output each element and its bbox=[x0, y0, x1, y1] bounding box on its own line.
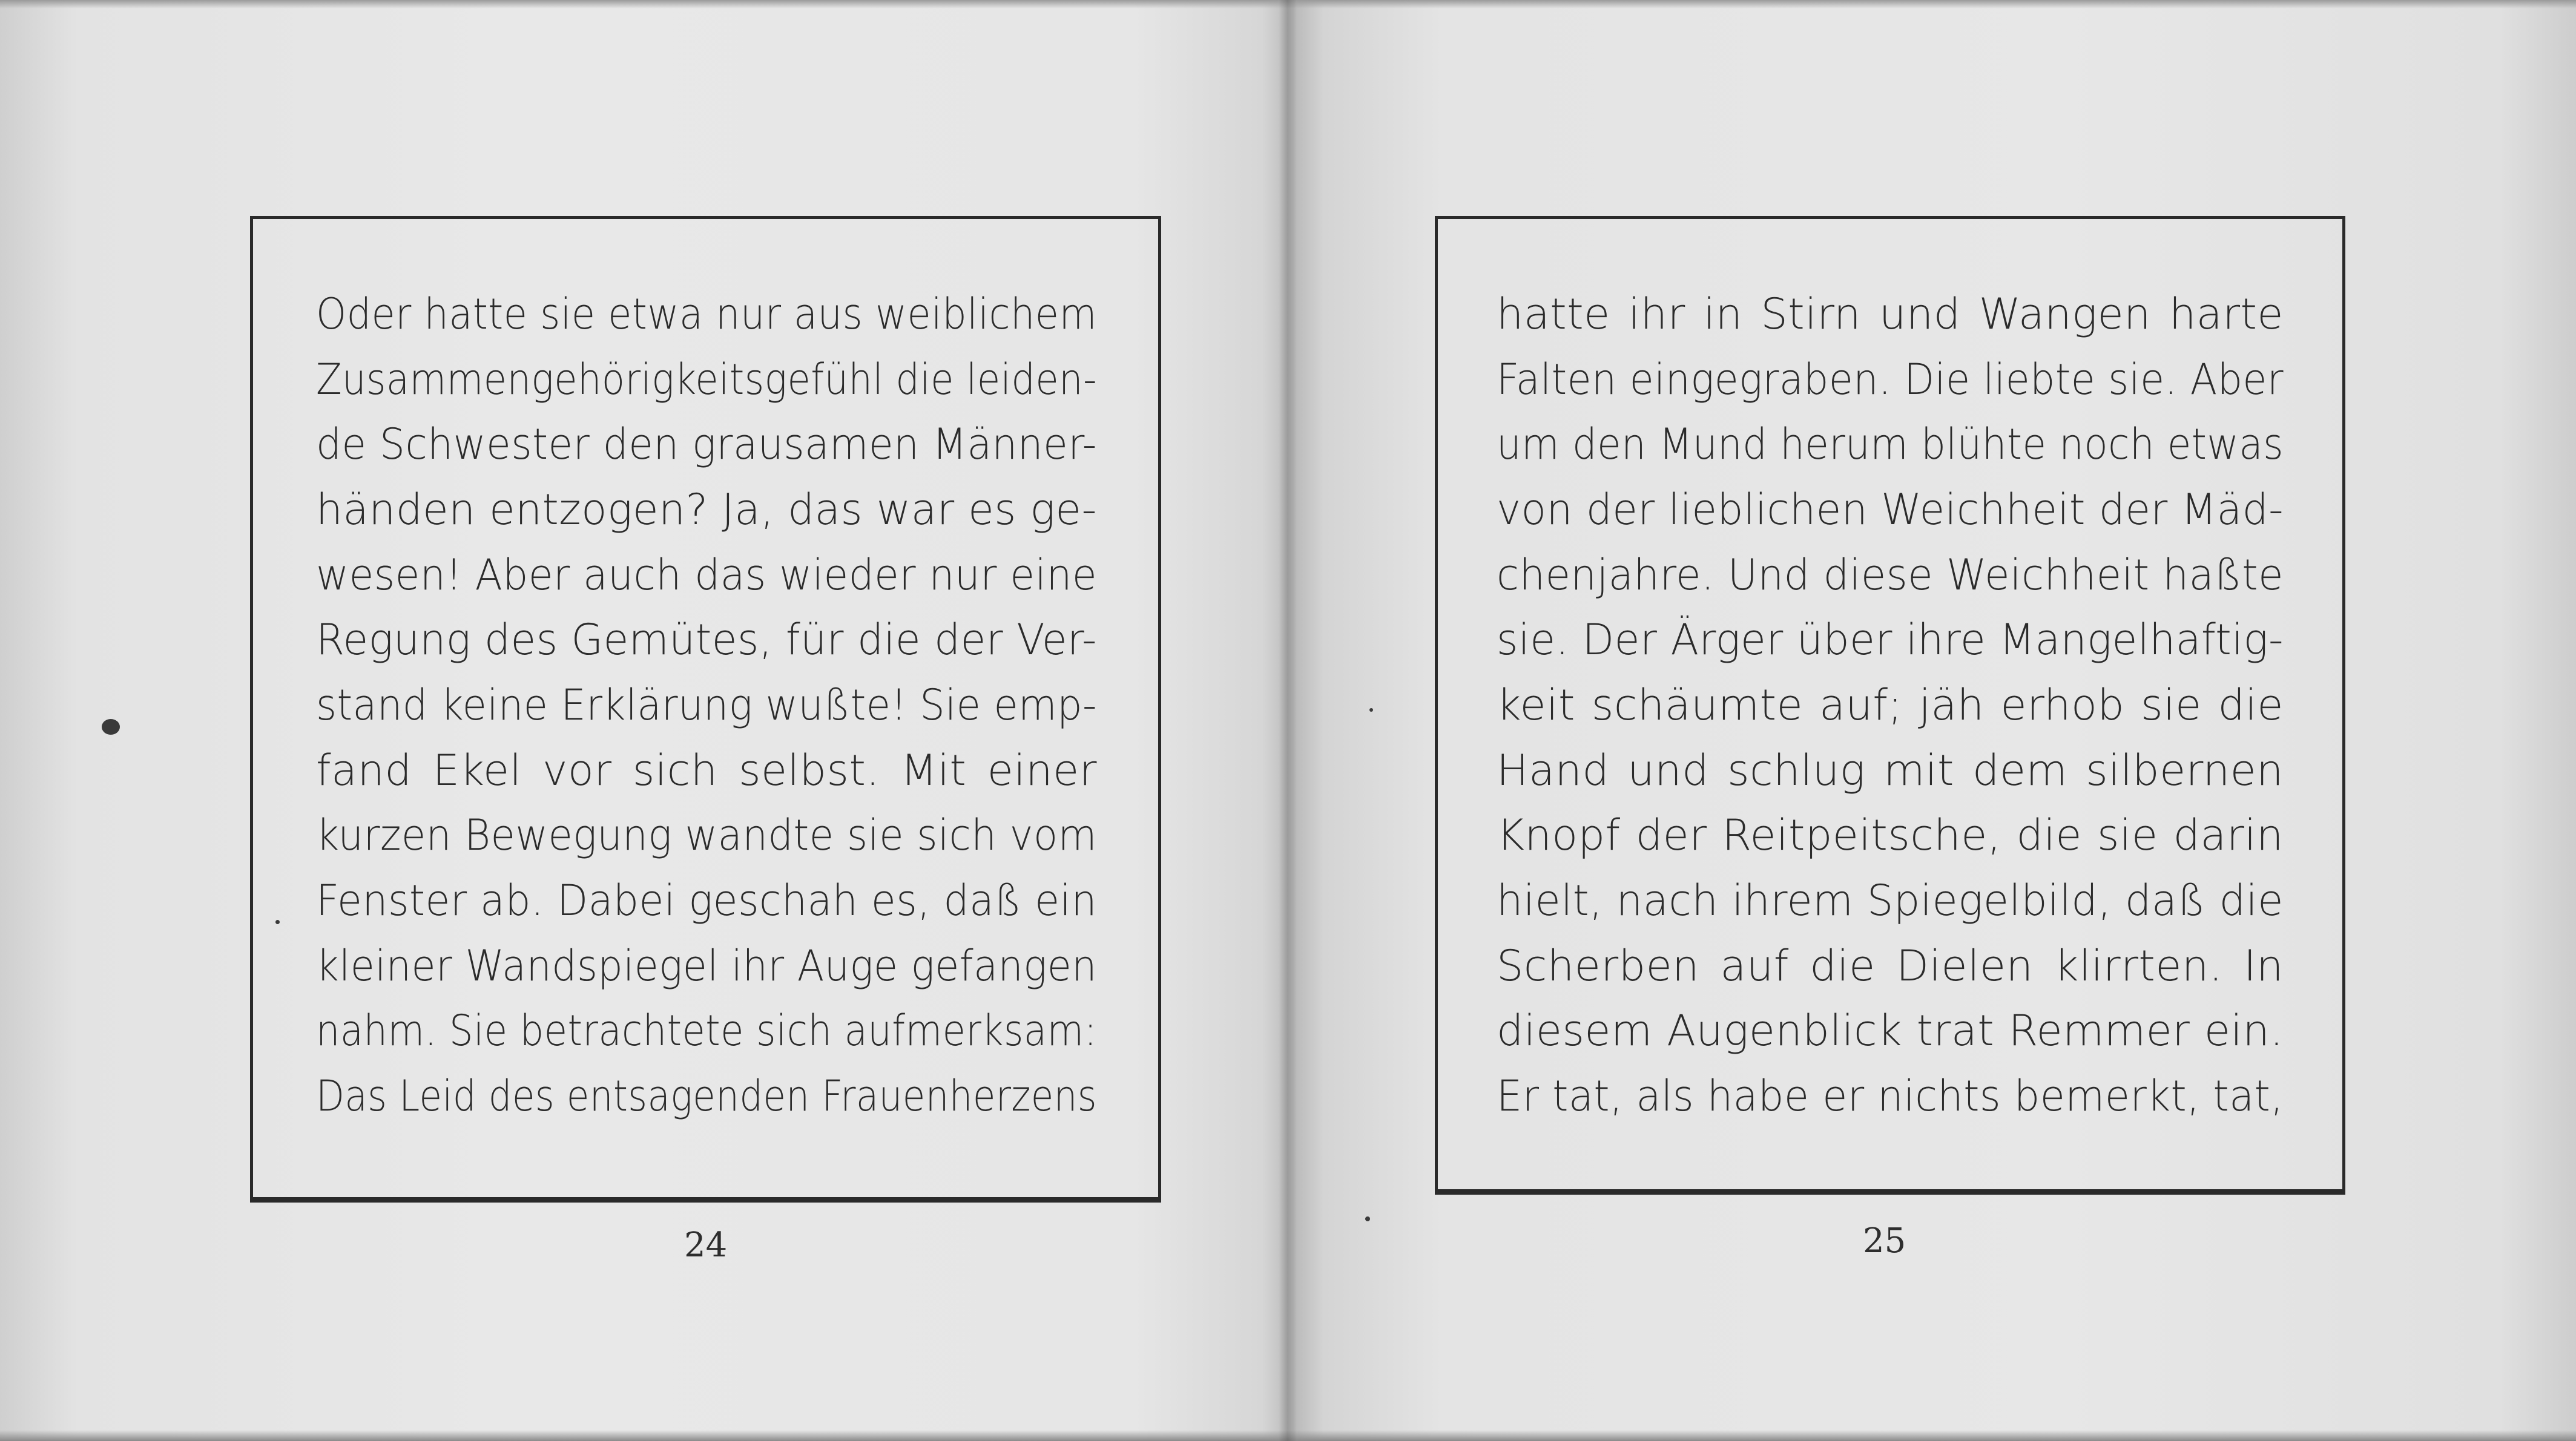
right-line: Knopf der Reitpeitsche, die sie darin bbox=[1497, 810, 2284, 860]
right-line: Hand und schlug mit dem silbernen bbox=[1497, 746, 2284, 795]
right-line: um den Mund herum blühte noch etwas bbox=[1497, 419, 2284, 469]
left-line: Fenster ab. Dabei geschah es, daß ein bbox=[316, 876, 1097, 925]
ink-speck bbox=[102, 719, 120, 735]
right-line: Er tat, als habe er nichts bemerkt, tat, bbox=[1497, 1071, 2284, 1121]
left-line: kurzen Bewegung wandte sie sich vom bbox=[316, 810, 1097, 860]
page-number-left: 24 bbox=[684, 1226, 728, 1265]
ink-speck bbox=[1369, 708, 1373, 712]
left-line: kleiner Wandspiegel ihr Auge gefangen bbox=[316, 941, 1097, 991]
right-line: diesem Augenblick trat Remmer ein. bbox=[1497, 1006, 2284, 1055]
right-line: keit schäumte auf; jäh erhob sie die bbox=[1497, 680, 2284, 730]
left-line: fand Ekel vor sich selbst. Mit einer bbox=[316, 746, 1097, 795]
left-line: Regung des Gemütes, für die der Ver- bbox=[316, 615, 1097, 665]
left-line: stand keine Erklärung wußte! Sie emp- bbox=[316, 680, 1097, 730]
left-line: händen entzogen? Ja, das war es ge- bbox=[316, 485, 1097, 534]
left-line: nahm. Sie betrachtete sich aufmerksam: bbox=[316, 1006, 1097, 1055]
right-line: von der lieblichen Weichheit der Mäd- bbox=[1497, 485, 2284, 534]
right-line: chenjahre. Und diese Weichheit haßte bbox=[1497, 550, 2284, 600]
right-line: hielt, nach ihrem Spiegelbild, daß die bbox=[1497, 876, 2284, 925]
left-line: wesen! Aber auch das wieder nur eine bbox=[316, 550, 1097, 600]
right-line: Falten eingegraben. Die liebte sie. Aber bbox=[1497, 355, 2284, 404]
ink-speck bbox=[275, 920, 280, 924]
right-page bbox=[1288, 0, 2576, 1441]
right-line: sie. Der Ärger über ihre Mangelhaftig- bbox=[1497, 615, 2284, 665]
right-line: hatte ihr in Stirn und Wangen harte bbox=[1497, 289, 2284, 339]
right-line: Scherben auf die Dielen klirrten. In bbox=[1497, 941, 2284, 991]
left-line: Das Leid des entsagenden Frauenherzens bbox=[316, 1071, 1097, 1121]
left-line: Zusammengehörigkeitsgefühl die leiden- bbox=[316, 355, 1097, 404]
left-line: Oder hatte sie etwa nur aus weiblichem bbox=[316, 289, 1097, 339]
left-line: de Schwester den grausamen Männer- bbox=[316, 419, 1097, 469]
ink-speck bbox=[1365, 1216, 1370, 1221]
page-number-right: 25 bbox=[1863, 1221, 1906, 1261]
